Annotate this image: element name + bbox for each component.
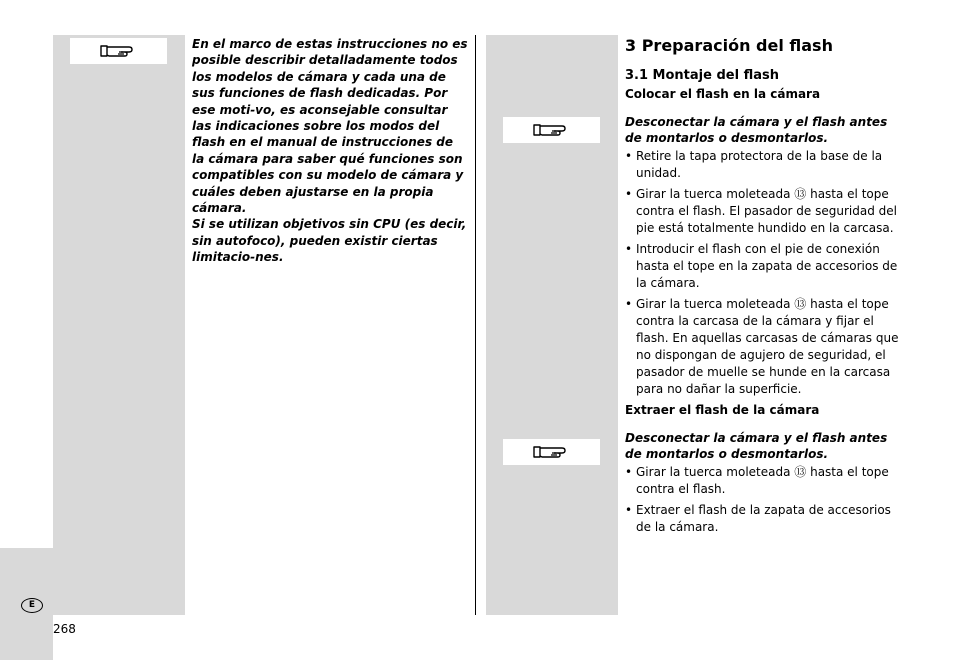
mount-warning: Desconectar la cámara y el flash antes de montarlos o desmontarlos. [625, 115, 888, 145]
mount-heading: Colocar el flash en la cámara [625, 87, 821, 101]
language-badge: E [21, 598, 43, 613]
left-note [192, 36, 468, 266]
note-paragraph: En el marco de estas instrucciones no es posible describir detalladamente todos los modelos de cámara y cada una de sus funciones de flash dedicadas. Por ese moti-vo, es aconsejable consultar las indicaciones sobre los modos del flash en el manual de instrucciones de la cámara para saber qué funciones son compatibles con su modelo de cámara y cuáles deben ajustarse en la propia cámara. [192, 37, 468, 216]
pointing-hand-icon [532, 120, 572, 140]
list-item: • Girar la tuerca moleteada ⑬ hasta el tope contra el flash. El pasador de seguridad del pie está totalmente hundido en la carcasa. [625, 186, 905, 237]
left-margin-band [53, 35, 185, 615]
mount-steps [625, 148, 905, 398]
note-paragraph: Si se utilizan objetivos sin CPU (es decir, sin autofoco), pueden existir ciertas limitacio-nes. [192, 217, 467, 265]
note-hand-box-2 [503, 117, 600, 143]
column-divider [475, 35, 476, 615]
list-item: • Retire la tapa protectora de la base de la unidad. [625, 148, 905, 182]
list-item: • Girar la tuerca moleteada ⑬ hasta el tope contra la carcasa de la cámara y fijar el flash. En aquellas carcasas de cámaras que no dispongan de agujero de seguridad, el pasador de muelle se hunde en la carcasa para no dañar la superficie. [625, 296, 905, 398]
list-item: • Girar la tuerca moleteada ⑬ hasta el tope contra el flash. [625, 464, 905, 498]
page-number: 268 [53, 622, 76, 636]
pointing-hand-icon [99, 41, 139, 61]
section-title: 3 Preparación del flash [625, 36, 833, 55]
list-item: • Introducir el flash con el pie de conexión hasta el tope en la zapata de accesorios de la cámara. [625, 241, 905, 292]
section-content [625, 36, 905, 540]
list-item: • Extraer el flash de la zapata de accesorios de la cámara. [625, 502, 905, 536]
note-hand-box-1 [70, 38, 167, 64]
subsection-title: 3.1 Montaje del flash [625, 68, 779, 83]
note-hand-box-3 [503, 439, 600, 465]
remove-steps [625, 464, 905, 536]
remove-warning: Desconectar la cámara y el flash antes de montarlos o desmontarlos. [625, 431, 888, 461]
remove-heading: Extraer el flash de la cámara [625, 403, 820, 417]
pointing-hand-icon [532, 442, 572, 462]
